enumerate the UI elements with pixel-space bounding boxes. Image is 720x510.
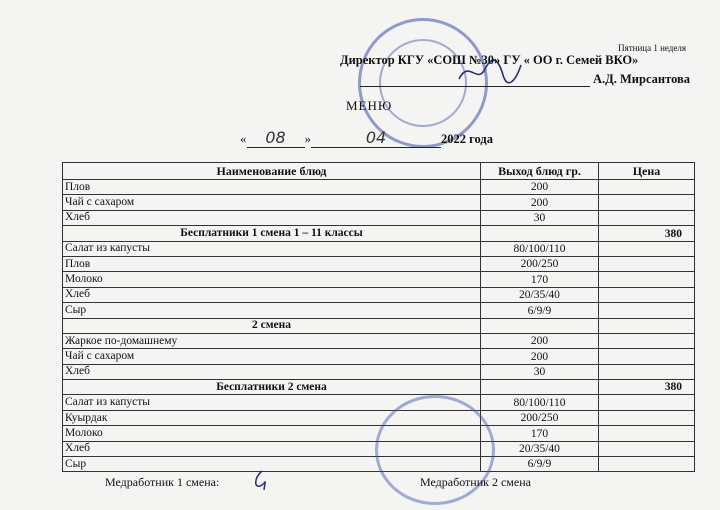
table-row — [63, 287, 695, 302]
table-row — [63, 226, 695, 241]
table-row — [63, 410, 695, 425]
table-row — [63, 333, 695, 348]
table-row — [63, 395, 695, 410]
dish-yield: 200/250 — [481, 410, 599, 425]
table-row — [63, 303, 695, 318]
week-note: Пятница 1 неделя — [618, 43, 686, 53]
dish-name: Салат из капусты — [63, 395, 481, 410]
dish-price — [599, 441, 695, 456]
med1-signature — [250, 468, 270, 492]
dish-yield: 200/250 — [481, 256, 599, 271]
dish-yield: 200 — [481, 349, 599, 364]
col-price-header: Цена — [599, 163, 695, 180]
col-out-header: Выход блюд гр. — [481, 163, 599, 180]
dish-price — [599, 195, 695, 210]
dish-price: 380 — [599, 380, 695, 395]
table-row — [63, 256, 695, 271]
dish-name: Сыр — [63, 457, 481, 472]
menu-table — [62, 162, 695, 472]
dish-yield: 170 — [481, 426, 599, 441]
date-month: 04 — [311, 128, 441, 148]
dish-price — [599, 395, 695, 410]
dish-name: Плов — [63, 256, 481, 271]
dish-yield: 170 — [481, 272, 599, 287]
col-name-header: Наименование блюд — [63, 163, 481, 180]
dish-price — [599, 364, 695, 379]
dish-name: Жаркое по-домашнему — [63, 333, 481, 348]
dish-price: 380 — [599, 226, 695, 241]
table-row — [63, 318, 695, 333]
dish-price — [599, 410, 695, 425]
dish-yield — [481, 226, 599, 241]
table-row — [63, 380, 695, 395]
dish-price — [599, 272, 695, 287]
table-row — [63, 195, 695, 210]
dish-yield: 6/9/9 — [481, 303, 599, 318]
dish-yield: 80/100/110 — [481, 395, 599, 410]
dish-name: Хлеб — [63, 441, 481, 456]
dish-name: Плов — [63, 180, 481, 195]
table-row — [63, 349, 695, 364]
dish-price — [599, 318, 695, 333]
dish-price — [599, 287, 695, 302]
table-row — [63, 241, 695, 256]
dish-price — [599, 457, 695, 472]
dish-yield: 200 — [481, 180, 599, 195]
dish-name: Хлеб — [63, 364, 481, 379]
dish-name: Чай с сахаром — [63, 349, 481, 364]
dish-yield: 30 — [481, 364, 599, 379]
med1-label: Медработник 1 смена: — [105, 475, 220, 489]
dish-name: Куырдак — [63, 410, 481, 425]
dish-name: Сыр — [63, 303, 481, 318]
dish-price — [599, 349, 695, 364]
dish-name: Чай с сахаром — [63, 195, 481, 210]
dish-name: Молоко — [63, 426, 481, 441]
table-row — [63, 272, 695, 287]
med2-label: Медработник 2 смена — [420, 475, 531, 489]
dish-name: Хлеб — [63, 210, 481, 225]
dish-yield — [481, 318, 599, 333]
dish-yield: 20/35/40 — [481, 287, 599, 302]
page-title: МЕНЮ — [346, 98, 393, 113]
dish-yield: 80/100/110 — [481, 241, 599, 256]
dish-yield: 20/35/40 — [481, 441, 599, 456]
dish-yield: 200 — [481, 333, 599, 348]
dish-price — [599, 333, 695, 348]
dish-name: Бесплатники 2 смена — [63, 380, 481, 395]
dish-yield: 200 — [481, 195, 599, 210]
dish-name: Салат из капусты — [63, 241, 481, 256]
dish-name: Хлеб — [63, 287, 481, 302]
dish-name: 2 смена — [63, 318, 481, 333]
dish-price — [599, 426, 695, 441]
table-row — [63, 364, 695, 379]
dish-yield: 30 — [481, 210, 599, 225]
dish-price — [599, 210, 695, 225]
table-header — [63, 163, 695, 180]
dish-price — [599, 241, 695, 256]
dish-name: Бесплатники 1 смена 1 – 11 классы — [63, 226, 481, 241]
dish-price — [599, 180, 695, 195]
dish-yield: 6/9/9 — [481, 457, 599, 472]
dish-price — [599, 256, 695, 271]
date-day: 08 — [247, 128, 305, 148]
approval-title: Директор КГУ «СОШ №30» ГУ « ОО г. Семей ВКО» — [340, 53, 639, 67]
dish-price — [599, 303, 695, 318]
dish-yield — [481, 380, 599, 395]
signature-line — [360, 86, 590, 87]
date-year: 2022 года — [441, 132, 493, 146]
menu-date: « 08 » 04 2022 года — [240, 128, 493, 147]
table-row — [63, 180, 695, 195]
dish-name: Молоко — [63, 272, 481, 287]
table-row — [63, 210, 695, 225]
director-name: А.Д. Мирсантова — [593, 72, 691, 86]
